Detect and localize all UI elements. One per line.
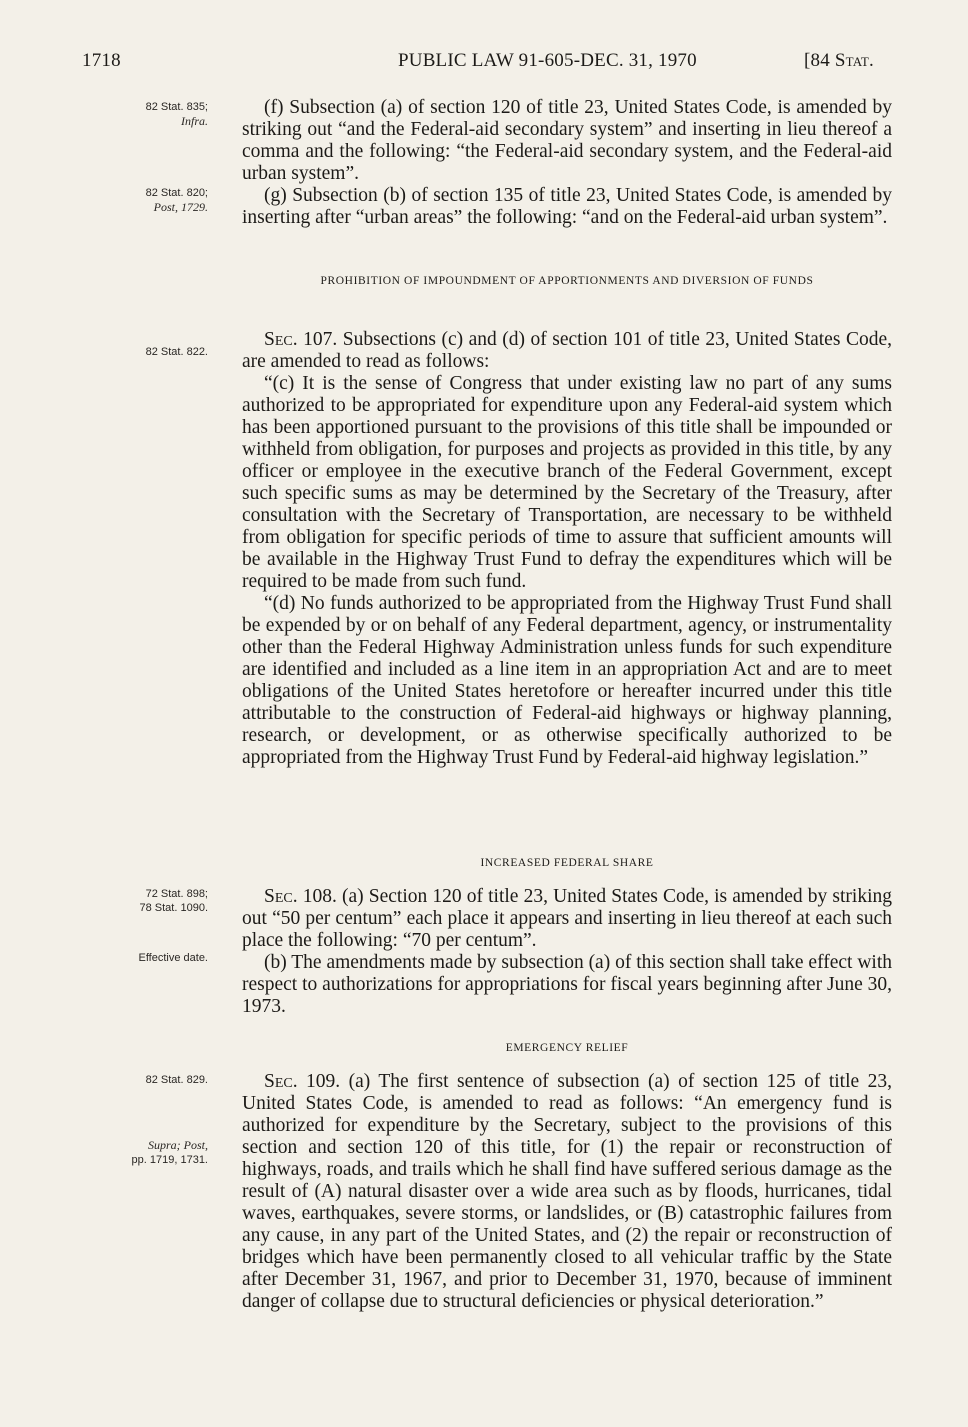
section-109-para-a (242, 1071, 892, 1313)
margin-note-text: 82 Stat. 835; (145, 101, 208, 113)
margin-note-text: 82 Stat. 820; (145, 187, 208, 199)
margin-note-text: 82 Stat. 829. (145, 1074, 208, 1086)
paragraph-d: “(d) No funds authorized to be appropriated from the Highway Trust Fund shall be expended by or on behalf of any Federal department, agency, or instrumentality other than the Federal Highway Administration unless funds for such expenditure are identified and included as a line item in an appropriation Act and are to meet obligations of the United States heretofore or hereafter incurred under this title attributable to the construction of Federal-aid highways or highway planning, research, or development, or as otherwise specifically authorized to be appropriated from the Highway Trust Fund by Federal-aid highway legislation.” (242, 593, 892, 768)
margin-note-text: Effective date. (138, 952, 208, 964)
section-108 (242, 886, 892, 1018)
stat-reference: [84 Stat. (804, 50, 874, 71)
margin-note-text: pp. 1719, 1731. (131, 1154, 208, 1166)
paragraph-c: “(c) It is the sense of Congress that under existing law no part of any sums authorized to be appropriated for expenditure upon any Federal-aid system which has been apportioned pursuant to the provisions of this title shall be impounded or withheld from obligation, for purposes and projects as provided in this title, by any officer or employee in the executive branch of the Federal Government, except such specific sums as may be determined by the Secretary of the Treasury, after consultation with the Secretary of Transportation, are necessary to be withheld from obligation for specific periods of time to assure that sufficient amounts will be available in the Highway Trust Fund to defray the expenditures which will be required to be made from such fund. (242, 373, 892, 592)
margin-note-text: 72 Stat. 898; (145, 888, 208, 900)
margin-note-82-stat-820 (58, 186, 208, 215)
margin-note-text: Supra; Post, (148, 1138, 208, 1152)
section-107-intro (242, 329, 892, 373)
section-heading-emergency-relief: EMERGENCY RELIEF (505, 1042, 629, 1054)
section-109 (242, 1071, 892, 1313)
page-number: 1718 (82, 50, 121, 71)
margin-note-72-stat-898 (58, 887, 208, 915)
margin-note-text: Infra. (181, 114, 208, 128)
margin-note-effective-date (58, 951, 208, 965)
margin-note-supra-post (58, 1138, 208, 1167)
section-108-para-b: (b) The amendments made by subsection (a) of this section shall take effect with respect to authorizations for appropriations for fiscal years beginning after June 30, 1973. (242, 952, 892, 1017)
section-heading-increased-federal-share: INCREASED FEDERAL SHARE (480, 857, 654, 869)
section-intro-text: Subsections (c) and (d) of section 101 of title 23, United States Code, are amended to read as follows: (242, 329, 892, 372)
margin-note-text: Post, 1729. (153, 200, 208, 214)
paragraph-g: (g) Subsection (b) of section 135 of title 23, United States Code, is amended by inserting after “urban areas” the following: “and on the Federal-aid urban system”. (242, 185, 892, 228)
section-108-para-a (242, 886, 892, 952)
margin-note-text: 78 Stat. 1090. (139, 902, 208, 914)
section-107 (242, 329, 892, 769)
section-label: Sec. 108. (264, 886, 337, 907)
margin-note-82-stat-835 (58, 100, 208, 129)
section-label: Sec. 107. (264, 329, 338, 350)
section-text: (a) The first sentence of subsection (a) of section 125 of title 23, United States Code, is amended to read as follows: “An emergency fund is authorized for expenditure by the Secretary, subject to the provisions of this section and section 120 of this title, for (1) the repair or reconstruction of highways, roads, and trails which he shall find have suffered serious damage as the result of (A) natural disaster over a wide area such as by floods, hurricanes, tidal waves, earthquakes, severe storms, or landslides, or (B) catastrophic failures from any cause, in any part of the United States, and (2) the repair or reconstruction of bridges which have been permanently closed to all vehicular traffic by the State after December 31, 1967, and prior to December 31, 1970, because of imminent danger of collapse due to structural deficiencies or physical deterioration.” (242, 1071, 892, 1312)
margin-note-82-stat-822 (58, 345, 208, 359)
section-label: Sec. 109. (264, 1071, 341, 1092)
margin-note-82-stat-829 (58, 1073, 208, 1087)
margin-note-text: 82 Stat. 822. (145, 346, 208, 358)
running-title: PUBLIC LAW 91-605-DEC. 31, 1970 (398, 50, 697, 71)
paragraph-f: (f) Subsection (a) of section 120 of title 23, United States Code, is amended by striking out “and the Federal-aid secondary system” and inserting in lieu thereof a comma and the following: “the Federal-aid secondary system, and the Federal-aid urban system”. (242, 97, 892, 184)
section-heading-prohibition: PROHIBITION OF IMPOUNDMENT OF APPORTIONMENTS AND DIVERSION OF FUNDS (320, 275, 814, 287)
section-text: (a) Section 120 of title 23, United States Code, is amended by striking out “50 per centum” each place it appears and inserting in lieu thereof at each such place the following: “70 per centum”. (242, 886, 892, 951)
amendment-block-f-g (242, 97, 892, 229)
